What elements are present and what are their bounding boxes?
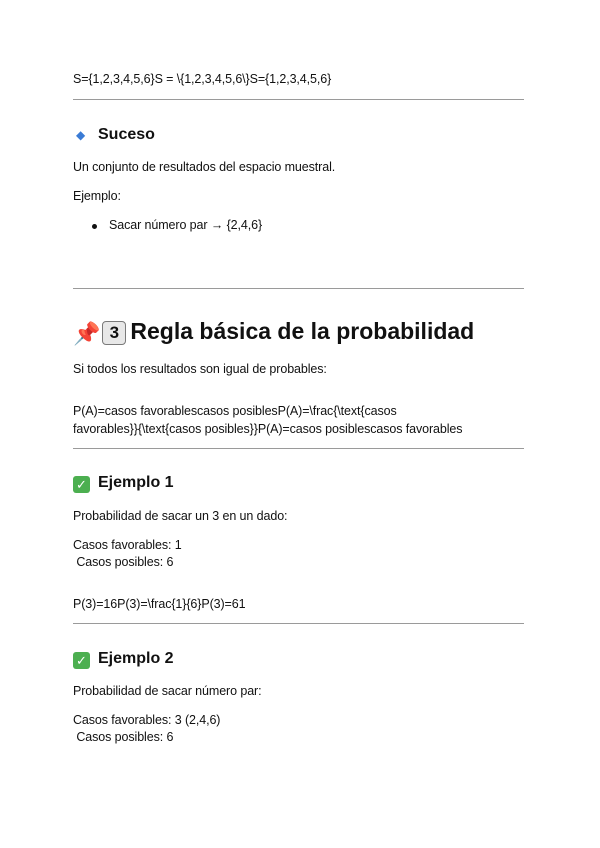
example-1-posibles: Casos posibles: 6 xyxy=(73,555,174,569)
section-3-intro: Si todos los resultados son igual de probables: xyxy=(73,362,327,376)
section-3-title: Regla básica de la probabilidad xyxy=(130,318,475,344)
suceso-heading xyxy=(76,126,155,144)
divider xyxy=(73,448,524,449)
example-2-favorables: Casos favorables: 3 (2,4,6) xyxy=(73,713,221,727)
example-2-title: Ejemplo 2 xyxy=(98,650,174,667)
probability-formula-line-1: P(A)=casos favorablescasos posiblesP(A)=\frac{\text{casos xyxy=(73,404,397,418)
keycap-number-icon: 3 xyxy=(102,321,126,345)
suceso-definition: Un conjunto de resultados del espacio muestral. xyxy=(73,160,336,174)
pushpin-icon: 📌 xyxy=(73,321,101,346)
example-1-title: Ejemplo 1 xyxy=(98,474,174,491)
suceso-title: Suceso xyxy=(98,126,155,143)
example-label: Ejemplo: xyxy=(73,189,121,203)
sample-space-formula: S={1,2,3,4,5,6}S = \{1,2,3,4,5,6\}S={1,2,3,4,5,6} xyxy=(73,72,332,86)
example-1-question: Probabilidad de sacar un 3 en un dado: xyxy=(73,509,288,523)
example-1-heading xyxy=(73,474,174,493)
list-item: Sacar número par → {2,4,6} xyxy=(109,218,263,232)
divider xyxy=(73,288,524,289)
example-2-question: Probabilidad de sacar número par: xyxy=(73,684,262,698)
example-1-formula: P(3)=16P(3)=\frac{1}{6}P(3)=61 xyxy=(73,597,246,611)
probability-formula-line-2: favorables}}{\text{casos posibles}}P(A)=casos posiblescasos favorables xyxy=(73,422,463,436)
divider xyxy=(73,99,524,100)
example-2-posibles: Casos posibles: 6 xyxy=(73,730,174,744)
bullet-icon xyxy=(92,224,97,229)
example-2-heading xyxy=(73,650,174,669)
small-blue-diamond-icon: ◆ xyxy=(76,128,86,142)
section-3-heading xyxy=(73,318,474,347)
check-mark-icon: ✓ xyxy=(73,652,90,669)
check-mark-icon: ✓ xyxy=(73,476,90,493)
example-1-favorables: Casos favorables: 1 xyxy=(73,538,182,552)
divider xyxy=(73,623,524,624)
